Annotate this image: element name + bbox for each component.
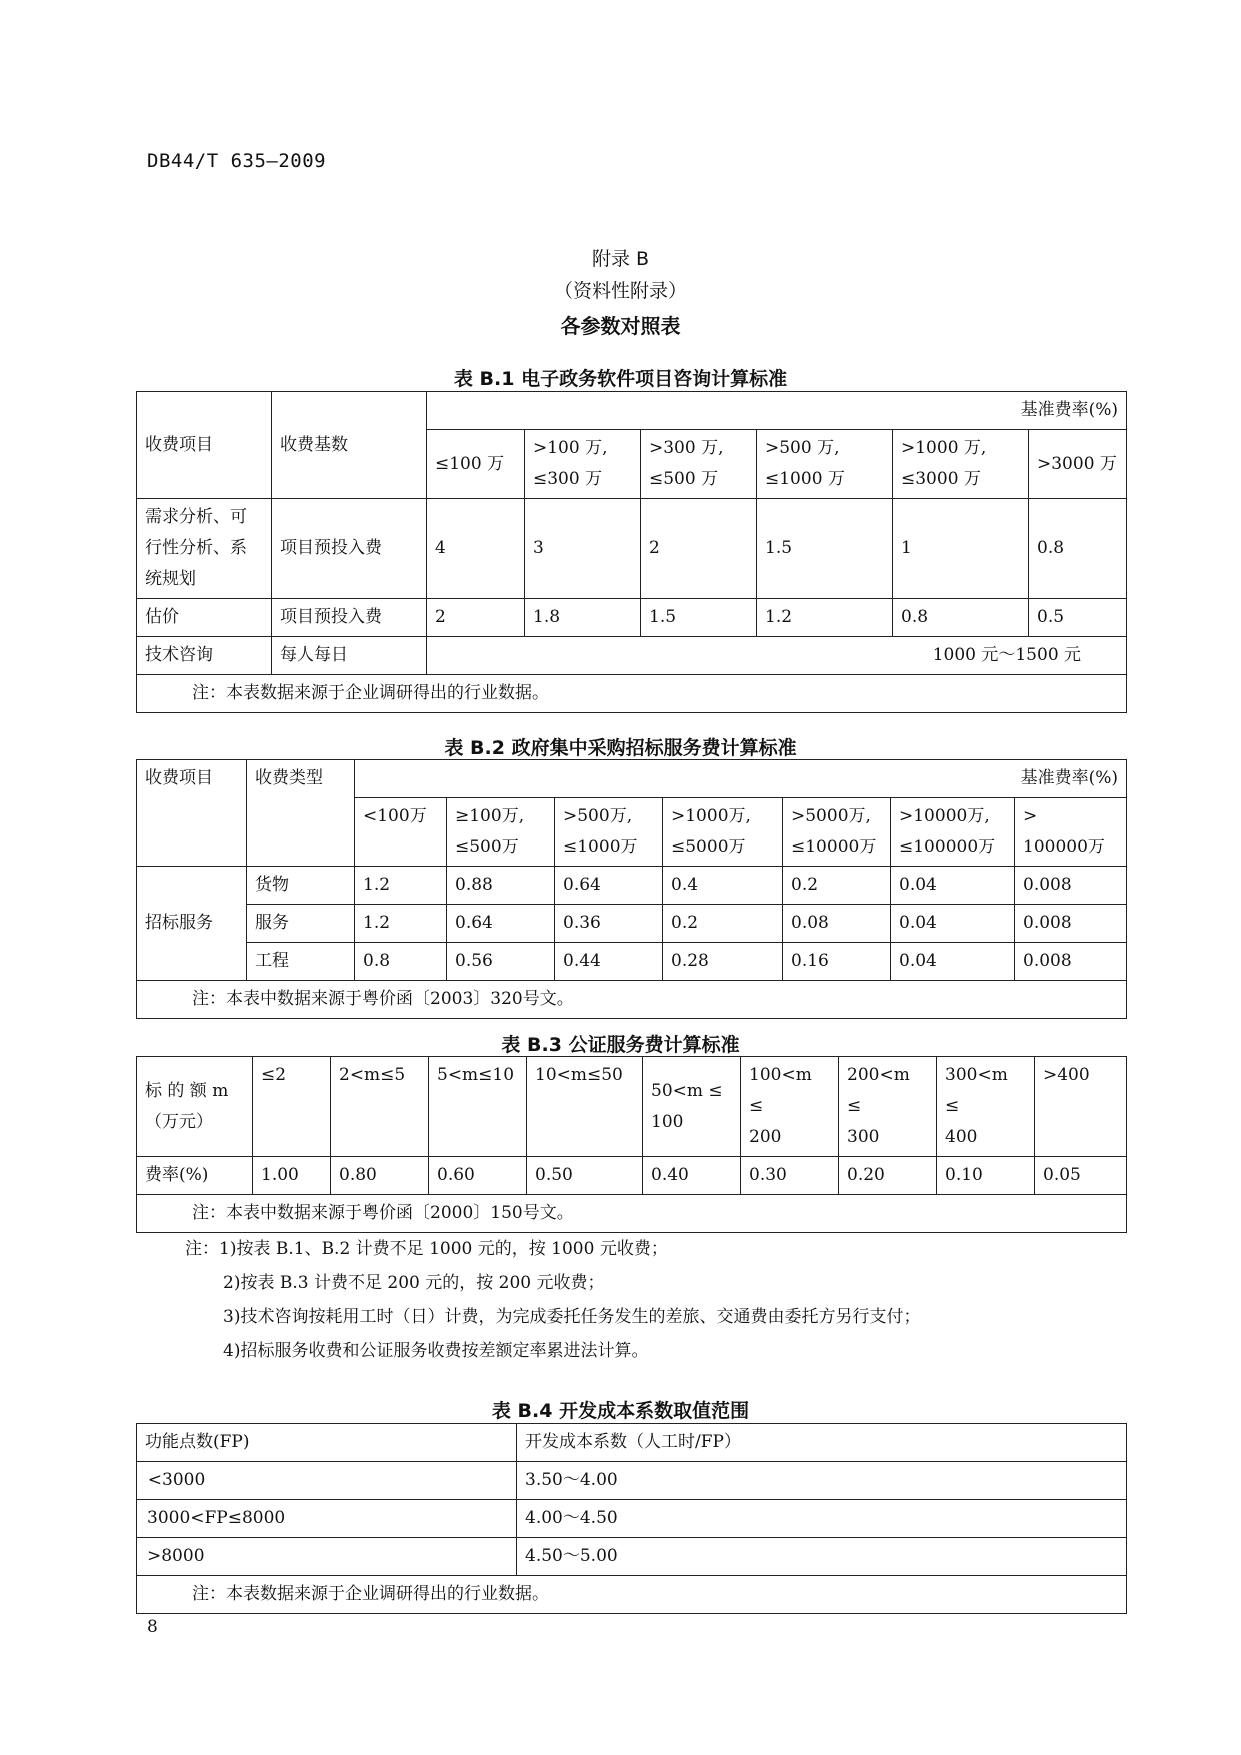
t2-range-1: ≥100万, ≤500万 bbox=[447, 798, 555, 867]
document-id: DB44/T 635—2009 bbox=[147, 150, 327, 172]
t4-row0-fp: <3000 bbox=[137, 1462, 517, 1500]
t2-row2-v6: 0.008 bbox=[1015, 943, 1127, 981]
t2-row0-v2: 0.64 bbox=[555, 867, 663, 905]
t3-range-6: 200<m ≤ 300 bbox=[839, 1057, 937, 1157]
t3-range-4: 50<m ≤ 100 bbox=[643, 1057, 741, 1157]
t1-row0-base: 项目预投入费 bbox=[272, 499, 427, 599]
t4-row2-fp: >8000 bbox=[137, 1538, 517, 1576]
t3-range-5: 100<m ≤ 200 bbox=[741, 1057, 839, 1157]
t3-rate-6: 0.20 bbox=[839, 1157, 937, 1195]
table2-caption: 表 B.2 政府集中采购招标服务费计算标准 bbox=[444, 737, 797, 759]
t2-row2-type: 工程 bbox=[247, 943, 355, 981]
t2-row0-v0: 1.2 bbox=[355, 867, 447, 905]
t1-row0-v1: 3 bbox=[525, 499, 641, 599]
t1-note: 注：本表数据来源于企业调研得出的行业数据。 bbox=[137, 675, 1127, 713]
t3-rate-5: 0.30 bbox=[741, 1157, 839, 1195]
t1-row1-v5: 0.5 bbox=[1029, 599, 1127, 637]
t3-rate-4: 0.40 bbox=[643, 1157, 741, 1195]
t3-range-7: 300<m ≤ 400 bbox=[937, 1057, 1035, 1157]
t1-row0-v4: 1 bbox=[893, 499, 1029, 599]
appendix-heading: 各参数对照表 bbox=[560, 314, 681, 338]
t4-row2-coef: 4.50～5.00 bbox=[517, 1538, 1127, 1576]
t2-row2-v3: 0.28 bbox=[663, 943, 783, 981]
t1-row1-v0: 2 bbox=[427, 599, 525, 637]
note-2: 2)按表 B.3 计费不足 200 元的，按 200 元收费； bbox=[223, 1273, 605, 1293]
t3-rate-3: 0.50 bbox=[527, 1157, 643, 1195]
table-row bbox=[137, 637, 1127, 675]
t2-row0-type: 货物 bbox=[247, 867, 355, 905]
table-row bbox=[137, 1462, 1127, 1500]
appendix-title: 附录 B bbox=[591, 248, 650, 270]
t2-row1-v0: 1.2 bbox=[355, 905, 447, 943]
table-row bbox=[137, 1538, 1127, 1576]
table-row bbox=[137, 499, 1127, 599]
t1-row1-base: 项目预投入费 bbox=[272, 599, 427, 637]
t2-range-5: >10000万, ≤100000万 bbox=[891, 798, 1015, 867]
t2-col-type: 收费类型 bbox=[247, 760, 355, 867]
t1-row0-v2: 2 bbox=[641, 499, 757, 599]
t1-consult-base: 每人每日 bbox=[272, 637, 427, 675]
t3-rate-1: 0.80 bbox=[331, 1157, 429, 1195]
t3-range-8: >400 bbox=[1035, 1057, 1127, 1157]
t2-range-0: <100万 bbox=[355, 798, 447, 867]
t3-rate-label: 费率(%) bbox=[137, 1157, 253, 1195]
table-row bbox=[137, 943, 1127, 981]
t1-range-3: >500 万, ≤1000 万 bbox=[757, 430, 893, 499]
page-number: 8 bbox=[147, 1617, 158, 1637]
t2-note: 注：本表中数据来源于粤价函〔2003〕320号文。 bbox=[137, 981, 1127, 1019]
t1-rate-header: 基准费率(%) bbox=[427, 392, 1127, 430]
table-row bbox=[137, 1157, 1127, 1195]
t4-row0-coef: 3.50～4.00 bbox=[517, 1462, 1127, 1500]
t4-row1-fp: 3000<FP≤8000 bbox=[137, 1500, 517, 1538]
t3-note: 注：本表中数据来源于粤价函〔2000〕150号文。 bbox=[137, 1195, 1127, 1233]
t2-row1-v2: 0.36 bbox=[555, 905, 663, 943]
t1-row0-v0: 4 bbox=[427, 499, 525, 599]
t1-row1-v4: 0.8 bbox=[893, 599, 1029, 637]
table4-caption: 表 B.4 开发成本系数取值范围 bbox=[491, 1400, 750, 1422]
note-1: 注：1)按表 B.1、B.2 计费不足 1000 元的，按 1000 元收费； bbox=[185, 1239, 668, 1259]
t2-range-4: >5000万, ≤10000万 bbox=[783, 798, 891, 867]
t2-row2-v0: 0.8 bbox=[355, 943, 447, 981]
table1-caption: 表 B.1 电子政务软件项目咨询计算标准 bbox=[453, 368, 788, 390]
table-row bbox=[137, 1500, 1127, 1538]
t3-range-2: 5<m≤10 bbox=[429, 1057, 527, 1157]
table-row bbox=[137, 867, 1127, 905]
t1-row0-item: 需求分析、可 行性分析、系 统规划 bbox=[137, 499, 272, 599]
appendix-subtitle: （资料性附录） bbox=[553, 280, 687, 302]
t1-range-2: >300 万, ≤500 万 bbox=[641, 430, 757, 499]
t3-range-1: 2<m≤5 bbox=[331, 1057, 429, 1157]
t3-rate-0: 1.00 bbox=[253, 1157, 331, 1195]
t2-row1-v3: 0.2 bbox=[663, 905, 783, 943]
t3-rate-7: 0.10 bbox=[937, 1157, 1035, 1195]
t3-range-3: 10<m≤50 bbox=[527, 1057, 643, 1157]
t2-row0-v3: 0.4 bbox=[663, 867, 783, 905]
t2-col-item: 收费项目 bbox=[137, 760, 247, 867]
t2-row2-v4: 0.16 bbox=[783, 943, 891, 981]
t2-row1-v6: 0.008 bbox=[1015, 905, 1127, 943]
t2-rate-header: 基准费率(%) bbox=[355, 760, 1127, 798]
note-3: 3)技术咨询按耗用工时（日）计费，为完成委托任务发生的差旅、交通费由委托方另行支付； bbox=[223, 1307, 921, 1327]
t3-range-0: ≤2 bbox=[253, 1057, 331, 1157]
t1-consult-value: 1000 元～1500 元 bbox=[427, 637, 1127, 675]
t2-row2-v1: 0.56 bbox=[447, 943, 555, 981]
t1-row1-item: 估价 bbox=[137, 599, 272, 637]
t3-rate-8: 0.05 bbox=[1035, 1157, 1127, 1195]
t1-range-0: ≤100 万 bbox=[427, 430, 525, 499]
t2-row2-v2: 0.44 bbox=[555, 943, 663, 981]
table-b4 bbox=[136, 1423, 1127, 1614]
t2-row0-v1: 0.88 bbox=[447, 867, 555, 905]
table-row bbox=[137, 905, 1127, 943]
t2-row0-v6: 0.008 bbox=[1015, 867, 1127, 905]
t2-range-2: >500万, ≤1000万 bbox=[555, 798, 663, 867]
t1-row1-v1: 1.8 bbox=[525, 599, 641, 637]
t2-row0-v4: 0.2 bbox=[783, 867, 891, 905]
t2-row0-v5: 0.04 bbox=[891, 867, 1015, 905]
table3-caption: 表 B.3 公证服务费计算标准 bbox=[501, 1034, 740, 1056]
t2-row1-v4: 0.08 bbox=[783, 905, 891, 943]
t2-range-6: > 100000万 bbox=[1015, 798, 1127, 867]
t2-group: 招标服务 bbox=[137, 867, 247, 981]
t1-consult-item: 技术咨询 bbox=[137, 637, 272, 675]
table-row bbox=[137, 599, 1127, 637]
table-b1 bbox=[136, 391, 1127, 713]
t1-row1-v2: 1.5 bbox=[641, 599, 757, 637]
t4-col2: 开发成本系数（人工时/FP） bbox=[517, 1424, 1127, 1462]
note-4: 4)招标服务收费和公证服务收费按差额定率累进法计算。 bbox=[223, 1341, 649, 1361]
t2-row1-type: 服务 bbox=[247, 905, 355, 943]
table-b2 bbox=[136, 759, 1127, 1019]
t1-range-4: >1000 万, ≤3000 万 bbox=[893, 430, 1029, 499]
t1-col-item: 收费项目 bbox=[137, 392, 272, 499]
t3-head: 标 的 额 m （万元） bbox=[137, 1057, 253, 1157]
t2-range-3: >1000万, ≤5000万 bbox=[663, 798, 783, 867]
t2-row1-v1: 0.64 bbox=[447, 905, 555, 943]
t2-row2-v5: 0.04 bbox=[891, 943, 1015, 981]
t4-row1-coef: 4.00～4.50 bbox=[517, 1500, 1127, 1538]
notes-block bbox=[185, 1232, 920, 1368]
t1-row0-v3: 1.5 bbox=[757, 499, 893, 599]
t1-row1-v3: 1.2 bbox=[757, 599, 893, 637]
t4-col1: 功能点数(FP) bbox=[137, 1424, 517, 1462]
t1-range-1: >100 万, ≤300 万 bbox=[525, 430, 641, 499]
t3-rate-2: 0.60 bbox=[429, 1157, 527, 1195]
t4-note: 注：本表数据来源于企业调研得出的行业数据。 bbox=[137, 1576, 1127, 1614]
t2-row1-v5: 0.04 bbox=[891, 905, 1015, 943]
table-b3 bbox=[136, 1056, 1127, 1233]
t1-range-5: >3000 万 bbox=[1029, 430, 1127, 499]
t1-col-base: 收费基数 bbox=[272, 392, 427, 499]
t1-row0-v5: 0.8 bbox=[1029, 499, 1127, 599]
